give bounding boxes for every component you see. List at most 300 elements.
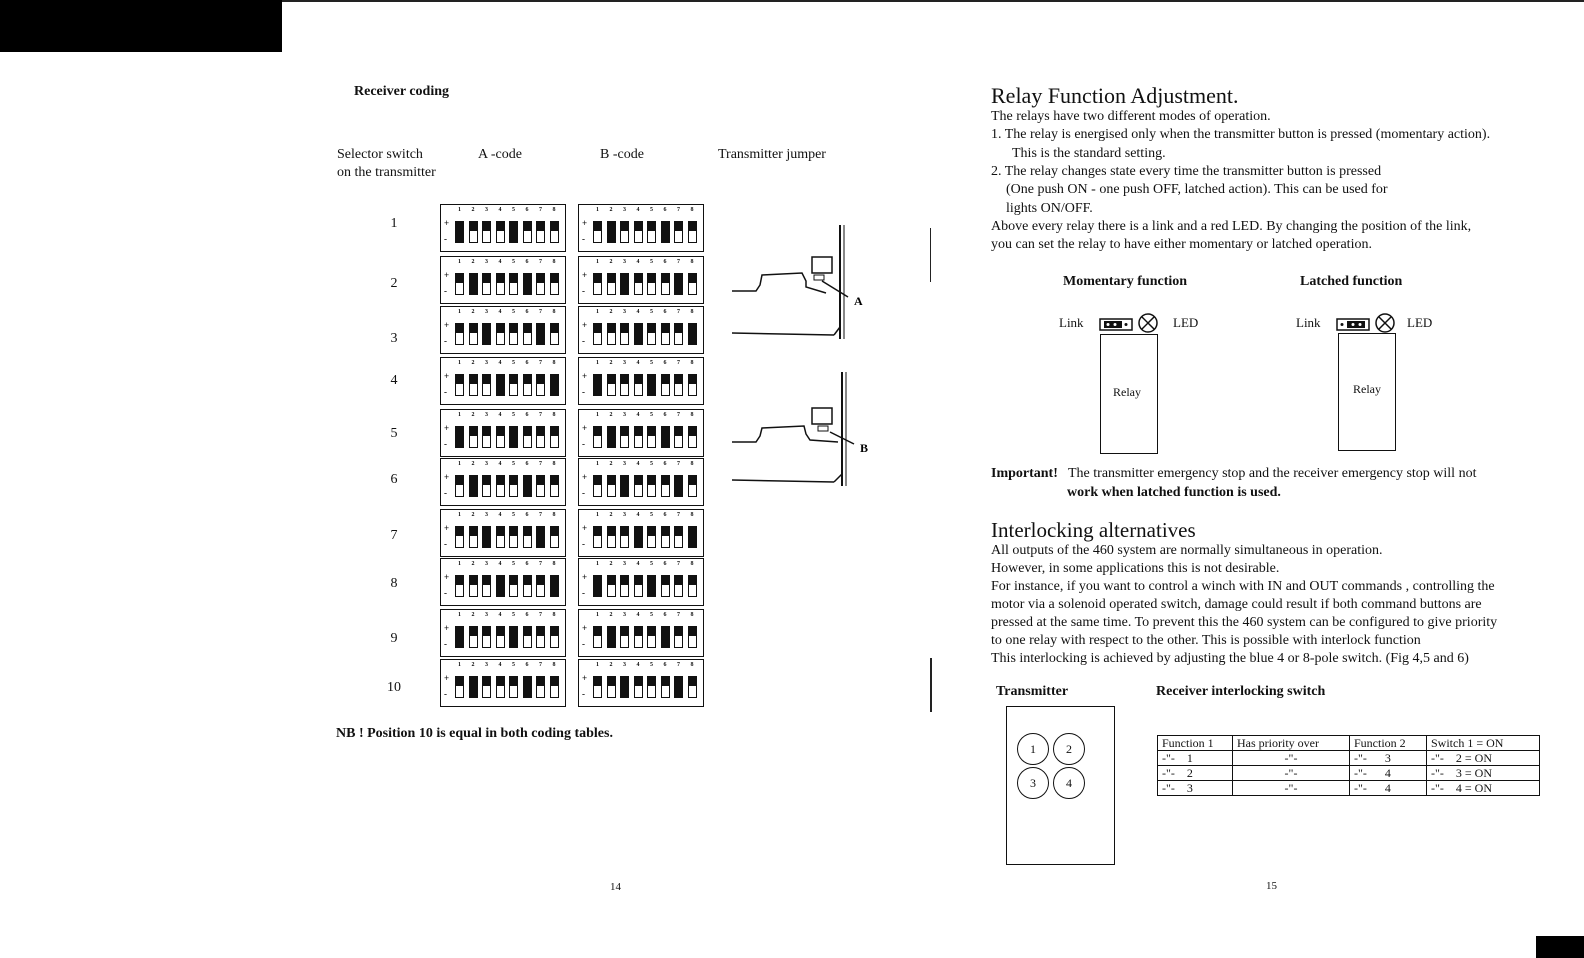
dip-switch-number: 5 <box>512 461 515 467</box>
dip-switch-lever <box>593 323 602 345</box>
dip-switch-number: 4 <box>498 512 502 518</box>
dip-switch-lever <box>550 374 559 396</box>
dip-switch-lever <box>509 323 518 345</box>
table-cell: -"- <box>1233 781 1350 796</box>
dip-switch-number: 4 <box>636 561 640 567</box>
dip-switch-lever <box>455 526 464 548</box>
momentary-led-label: LED <box>1173 315 1199 330</box>
latched-led-label: LED <box>1407 315 1433 330</box>
dip-minus-sign: - <box>582 439 585 449</box>
dip-switch-lever <box>674 626 683 648</box>
dip-switch-lever <box>550 426 559 448</box>
dip-minus-sign: - <box>444 439 447 449</box>
row-number: 4 <box>390 373 398 388</box>
dip-switch-number: 8 <box>690 259 694 265</box>
dip-switch-lever <box>550 221 559 243</box>
dip-switch-lever <box>593 273 602 295</box>
b-code-dip-switch <box>578 409 704 457</box>
dip-switch-lever <box>647 273 656 295</box>
dip-switch-number: 6 <box>525 412 529 418</box>
dip-switch-lever <box>496 221 505 243</box>
dip-switch-number: 8 <box>552 412 556 418</box>
dip-switch-lever <box>550 526 559 548</box>
dip-switch-lever <box>523 426 532 448</box>
dip-switch-number: 7 <box>677 207 680 213</box>
dip-switch-lever <box>469 676 478 698</box>
latched-relay-label: Relay <box>1353 382 1381 396</box>
dip-switch-number: 6 <box>663 259 667 265</box>
dip-switch-lever <box>455 221 464 243</box>
table-cell: -"- 2 <box>1158 766 1233 781</box>
transmitter-jumper-header: Transmitter jumper <box>718 147 826 162</box>
dip-switch-lever <box>647 323 656 345</box>
dip-switch-lever <box>620 273 629 295</box>
dip-switch-number: 4 <box>636 259 640 265</box>
dip-switch-number: 2 <box>609 662 613 668</box>
row-number: 8 <box>390 576 398 591</box>
dip-minus-sign: - <box>582 588 585 598</box>
table-header: Has priority over <box>1233 736 1350 751</box>
dip-switch-lever <box>496 676 505 698</box>
dip-switch-lever <box>455 626 464 648</box>
dip-switch-number: 8 <box>690 662 694 668</box>
dip-switch-number: 5 <box>512 207 515 213</box>
dip-switch-lever <box>482 676 491 698</box>
dip-switch-number: 6 <box>663 561 667 567</box>
gutter-mark <box>930 658 932 712</box>
dip-switch-number: 5 <box>650 207 653 213</box>
dip-switch-lever <box>634 676 643 698</box>
dip-switch-number: 2 <box>471 662 475 668</box>
dip-switch-number: 3 <box>485 360 488 366</box>
row-number: 2 <box>390 276 398 291</box>
dip-switch-number: 8 <box>552 561 556 567</box>
dip-switch-lever <box>674 323 683 345</box>
dip-switch-number: 5 <box>650 412 653 418</box>
dip-switch-number: 4 <box>636 512 640 518</box>
b-code-dip-switch <box>578 609 704 657</box>
dip-switch-lever <box>674 221 683 243</box>
dip-switch-lever <box>620 475 629 497</box>
dip-switch-number: 2 <box>471 309 475 315</box>
dip-switch-lever <box>482 374 491 396</box>
interlock-line: All outputs of the 460 system are normally simultaneous in operation. <box>991 543 1383 558</box>
dip-switch-number: 3 <box>623 259 626 265</box>
dip-switch-lever <box>607 426 616 448</box>
dip-switch-number: 4 <box>636 207 640 213</box>
dip-switch-lever <box>509 426 518 448</box>
dip-switch-lever <box>661 374 670 396</box>
row-number: 10 <box>387 680 401 695</box>
dip-switch-lever <box>536 221 545 243</box>
dip-switch-lever <box>674 426 683 448</box>
dip-switch-lever <box>607 273 616 295</box>
dip-switch-number: 6 <box>525 461 529 467</box>
a-code-dip-switch <box>440 558 566 606</box>
dip-plus-sign: + <box>444 218 450 228</box>
dip-switch-number: 7 <box>539 412 542 418</box>
dip-switch-lever <box>634 526 643 548</box>
important-label: Important! <box>991 466 1058 481</box>
dip-switch-lever <box>536 323 545 345</box>
dip-switch-lever <box>634 323 643 345</box>
dip-switch-lever <box>620 221 629 243</box>
dip-switch-number: 3 <box>623 360 626 366</box>
dip-switch-lever <box>620 676 629 698</box>
dip-switch-lever <box>469 626 478 648</box>
transmitter-button-1: 1 <box>1017 733 1049 765</box>
dip-plus-sign: + <box>582 523 588 533</box>
dip-switch-number: 2 <box>471 512 475 518</box>
dip-switch-lever <box>634 626 643 648</box>
dip-switch-lever <box>634 426 643 448</box>
dip-switch-lever <box>509 575 518 597</box>
dip-switch-lever <box>634 221 643 243</box>
dip-switch-lever <box>647 374 656 396</box>
dip-switch-lever <box>550 575 559 597</box>
dip-switch-number: 3 <box>485 207 488 213</box>
dip-switch-lever <box>593 426 602 448</box>
dip-switch-number: 6 <box>525 259 529 265</box>
relay-item-2: 2. The relay changes state every time the transmitter button is pressed <box>991 164 1382 179</box>
b-code-dip-switch <box>578 306 704 354</box>
dip-switch-lever <box>647 475 656 497</box>
a-code-dip-switch <box>440 509 566 557</box>
dip-switch-lever <box>688 221 697 243</box>
dip-switch-number: 8 <box>552 612 556 618</box>
dip-switch-lever <box>482 475 491 497</box>
a-code-dip-switch <box>440 256 566 304</box>
coding-note: NB ! Position 10 is equal in both coding tables. <box>336 726 613 741</box>
a-code-dip-switch <box>440 204 566 252</box>
dip-switch-number: 7 <box>677 662 680 668</box>
dip-switch-number: 4 <box>498 612 502 618</box>
dip-switch-number: 2 <box>471 207 475 213</box>
dip-switch-number: 4 <box>636 360 640 366</box>
dip-switch-lever <box>482 221 491 243</box>
gutter-mark <box>930 228 931 282</box>
important-text: The transmitter emergency stop and the receiver emergency stop will not <box>1068 466 1477 481</box>
dip-switch-lever <box>661 273 670 295</box>
interlock-line: However, in some applications this is not desirable. <box>991 561 1280 576</box>
momentary-relay-box <box>1100 334 1158 454</box>
dip-switch-lever <box>536 426 545 448</box>
table-cell: -"- 4 <box>1350 766 1427 781</box>
dip-switch-number: 2 <box>609 309 613 315</box>
dip-switch-lever <box>482 626 491 648</box>
dip-switch-lever <box>620 575 629 597</box>
dip-switch-number: 1 <box>596 461 599 467</box>
dip-switch-lever <box>469 526 478 548</box>
dip-switch-lever <box>647 526 656 548</box>
relay-function-title: Relay Function Adjustment. <box>991 83 1239 108</box>
dip-switch-number: 3 <box>623 461 626 467</box>
dip-switch-number: 1 <box>458 512 461 518</box>
dip-switch-lever <box>688 575 697 597</box>
a-code-dip-switch <box>440 659 566 707</box>
row-number: 1 <box>390 216 398 231</box>
dip-switch-number: 4 <box>498 461 502 467</box>
dip-switch-lever <box>496 374 505 396</box>
dip-minus-sign: - <box>444 689 447 699</box>
dip-plus-sign: + <box>582 320 588 330</box>
momentary-relay-label: Relay <box>1113 385 1141 399</box>
dip-switch-number: 2 <box>471 259 475 265</box>
dip-switch-number: 7 <box>539 561 542 567</box>
dip-switch-lever <box>469 374 478 396</box>
dip-switch-number: 7 <box>677 561 680 567</box>
dip-switch-number: 8 <box>690 360 694 366</box>
interlock-table <box>1157 735 1540 796</box>
latched-relay-box <box>1338 333 1396 451</box>
dip-minus-sign: - <box>444 639 447 649</box>
dip-plus-sign: + <box>582 472 588 482</box>
dip-switch-number: 6 <box>663 360 667 366</box>
dip-switch-number: 2 <box>471 412 475 418</box>
dip-switch-number: 3 <box>485 259 488 265</box>
dip-switch-number: 2 <box>609 512 613 518</box>
dip-switch-number: 1 <box>596 662 599 668</box>
dip-switch-lever <box>469 323 478 345</box>
dip-switch-lever <box>455 273 464 295</box>
dip-switch-lever <box>647 626 656 648</box>
dip-switch-number: 7 <box>677 412 680 418</box>
dip-plus-sign: + <box>444 371 450 381</box>
dip-switch-number: 8 <box>690 412 694 418</box>
dip-switch-number: 5 <box>650 612 653 618</box>
dip-switch-lever <box>593 676 602 698</box>
dip-switch-number: 4 <box>636 662 640 668</box>
scan-black-bar <box>0 0 282 52</box>
table-cell: -"- 1 <box>1158 751 1233 766</box>
table-header-row <box>1158 736 1540 751</box>
b-code-dip-switch <box>578 357 704 405</box>
dip-switch-number: 7 <box>677 259 680 265</box>
dip-switch-number: 2 <box>471 360 475 366</box>
dip-switch-lever <box>469 221 478 243</box>
dip-minus-sign: - <box>582 539 585 549</box>
relay-paragraph-2: you can set the relay to have either momentary or latched operation. <box>991 237 1372 252</box>
dip-switch-lever <box>536 475 545 497</box>
dip-switch-number: 2 <box>471 612 475 618</box>
dip-minus-sign: - <box>444 286 447 296</box>
dip-minus-sign: - <box>444 488 447 498</box>
dip-switch-number: 3 <box>485 612 488 618</box>
dip-switch-number: 3 <box>485 461 488 467</box>
jumper-a-diagram <box>726 215 876 340</box>
dip-switch-number: 4 <box>498 309 502 315</box>
dip-switch-number: 2 <box>609 461 613 467</box>
dip-switch-number: 4 <box>498 207 502 213</box>
table-header: Switch 1 = ON <box>1427 736 1540 751</box>
dip-switch-number: 7 <box>539 360 542 366</box>
dip-switch-lever <box>455 475 464 497</box>
momentary-link-label: Link <box>1059 315 1084 330</box>
dip-switch-lever <box>536 575 545 597</box>
dip-switch-lever <box>496 575 505 597</box>
dip-switch-number: 7 <box>539 207 542 213</box>
dip-plus-sign: + <box>444 472 450 482</box>
dip-minus-sign: - <box>582 689 585 699</box>
table-header: Function 2 <box>1350 736 1427 751</box>
jumper-b-label: B <box>860 441 869 455</box>
dip-switch-lever <box>482 426 491 448</box>
relay-paragraph: Above every relay there is a link and a red LED. By changing the position of the link, <box>991 219 1472 234</box>
momentary-heading: Momentary function <box>1063 274 1188 289</box>
dip-switch-number: 8 <box>690 461 694 467</box>
dip-switch-number: 5 <box>650 461 653 467</box>
relay-item-2-cont: (One push ON - one push OFF, latched action). This can be used for <box>1006 182 1388 197</box>
page-number-right: 15 <box>1266 880 1277 892</box>
receiver-coding-title: Receiver coding <box>354 84 449 99</box>
top-border-line <box>282 0 1584 2</box>
dip-switch-number: 1 <box>596 512 599 518</box>
dip-switch-lever <box>620 323 629 345</box>
dip-switch-lever <box>496 626 505 648</box>
row-number: 5 <box>390 426 398 441</box>
dip-plus-sign: + <box>444 320 450 330</box>
table-row <box>1158 751 1540 766</box>
dip-switch-lever <box>607 626 616 648</box>
dip-switch-number: 3 <box>485 561 488 567</box>
latched-link-label: Link <box>1296 315 1321 330</box>
dip-switch-number: 6 <box>525 207 529 213</box>
dip-plus-sign: + <box>444 623 450 633</box>
dip-plus-sign: + <box>582 623 588 633</box>
dip-switch-number: 7 <box>677 612 680 618</box>
dip-switch-lever <box>523 374 532 396</box>
dip-switch-number: 3 <box>485 309 488 315</box>
a-code-dip-switch <box>440 409 566 457</box>
dip-switch-number: 1 <box>596 207 599 213</box>
dip-minus-sign: - <box>582 336 585 346</box>
dip-switch-number: 1 <box>596 612 599 618</box>
dip-switch-number: 1 <box>458 207 461 213</box>
table-row <box>1158 781 1540 796</box>
dip-switch-lever <box>496 426 505 448</box>
dip-switch-lever <box>536 626 545 648</box>
dip-switch-lever <box>661 676 670 698</box>
dip-switch-number: 1 <box>458 662 461 668</box>
dip-switch-number: 7 <box>539 512 542 518</box>
dip-switch-number: 4 <box>636 309 640 315</box>
selector-switch-label: Selector switch <box>337 147 423 162</box>
dip-switch-lever <box>550 323 559 345</box>
dip-switch-number: 2 <box>609 561 613 567</box>
dip-plus-sign: + <box>582 218 588 228</box>
dip-switch-lever <box>469 273 478 295</box>
dip-plus-sign: + <box>582 270 588 280</box>
table-cell: -"- 4 = ON <box>1427 781 1540 796</box>
dip-switch-number: 5 <box>512 512 515 518</box>
dip-switch-lever <box>509 221 518 243</box>
dip-switch-number: 1 <box>458 561 461 567</box>
dip-switch-number: 6 <box>525 561 529 567</box>
interlock-line: This interlocking is achieved by adjusting the blue 4 or 8-pole switch. (Fig 4,5 and 6) <box>991 651 1469 666</box>
dip-switch-lever <box>496 526 505 548</box>
dip-switch-number: 7 <box>539 309 542 315</box>
dip-switch-number: 1 <box>596 412 599 418</box>
dip-switch-lever <box>647 575 656 597</box>
dip-plus-sign: + <box>582 371 588 381</box>
dip-switch-number: 6 <box>663 662 667 668</box>
momentary-link-led-icon <box>1098 312 1178 336</box>
dip-switch-lever <box>661 323 670 345</box>
dip-switch-number: 7 <box>539 461 542 467</box>
dip-minus-sign: - <box>444 387 447 397</box>
dip-switch-lever <box>455 426 464 448</box>
dip-switch-number: 6 <box>663 207 667 213</box>
dip-switch-number: 4 <box>498 259 502 265</box>
dip-switch-lever <box>455 676 464 698</box>
relay-item-2-cont-2: lights ON/OFF. <box>1006 201 1093 216</box>
dip-switch-lever <box>647 221 656 243</box>
dip-switch-number: 3 <box>623 412 626 418</box>
interlocking-title: Interlocking alternatives <box>991 518 1196 542</box>
dip-switch-lever <box>674 575 683 597</box>
dip-switch-lever <box>634 575 643 597</box>
dip-switch-number: 2 <box>609 360 613 366</box>
dip-switch-number: 7 <box>539 612 542 618</box>
dip-switch-lever <box>607 323 616 345</box>
dip-switch-lever <box>688 626 697 648</box>
dip-switch-number: 6 <box>525 309 529 315</box>
dip-switch-number: 1 <box>458 259 461 265</box>
dip-switch-lever <box>607 221 616 243</box>
dip-switch-lever <box>688 676 697 698</box>
dip-plus-sign: + <box>444 673 450 683</box>
table-cell: -"- 4 <box>1350 781 1427 796</box>
dip-plus-sign: + <box>582 572 588 582</box>
dip-switch-number: 3 <box>623 612 626 618</box>
dip-switch-number: 6 <box>663 512 667 518</box>
dip-switch-number: 6 <box>525 512 529 518</box>
dip-switch-lever <box>661 526 670 548</box>
dip-switch-number: 3 <box>485 412 488 418</box>
dip-plus-sign: + <box>582 423 588 433</box>
dip-switch-number: 6 <box>663 412 667 418</box>
dip-switch-number: 5 <box>512 309 515 315</box>
dip-switch-lever <box>455 374 464 396</box>
dip-switch-number: 5 <box>650 360 653 366</box>
transmitter-button-4: 4 <box>1053 767 1085 799</box>
dip-minus-sign: - <box>582 286 585 296</box>
dip-switch-lever <box>593 526 602 548</box>
b-code-dip-switch <box>578 204 704 252</box>
dip-switch-number: 7 <box>677 360 680 366</box>
dip-switch-lever <box>593 626 602 648</box>
dip-switch-lever <box>661 426 670 448</box>
a-code-dip-switch <box>440 458 566 506</box>
dip-switch-number: 2 <box>609 412 613 418</box>
table-cell: -"- <box>1233 766 1350 781</box>
dip-switch-number: 5 <box>512 360 515 366</box>
dip-switch-number: 5 <box>512 412 515 418</box>
dip-switch-lever <box>688 426 697 448</box>
dip-switch-lever <box>688 273 697 295</box>
dip-switch-number: 6 <box>663 309 667 315</box>
dip-switch-number: 1 <box>458 360 461 366</box>
dip-switch-number: 8 <box>690 561 694 567</box>
relay-item-1-cont: This is the standard setting. <box>1012 146 1166 161</box>
dip-switch-lever <box>523 221 532 243</box>
dip-switch-lever <box>523 575 532 597</box>
table-row <box>1158 766 1540 781</box>
dip-switch-lever <box>634 374 643 396</box>
dip-switch-lever <box>674 475 683 497</box>
dip-switch-lever <box>674 273 683 295</box>
dip-switch-number: 8 <box>552 259 556 265</box>
